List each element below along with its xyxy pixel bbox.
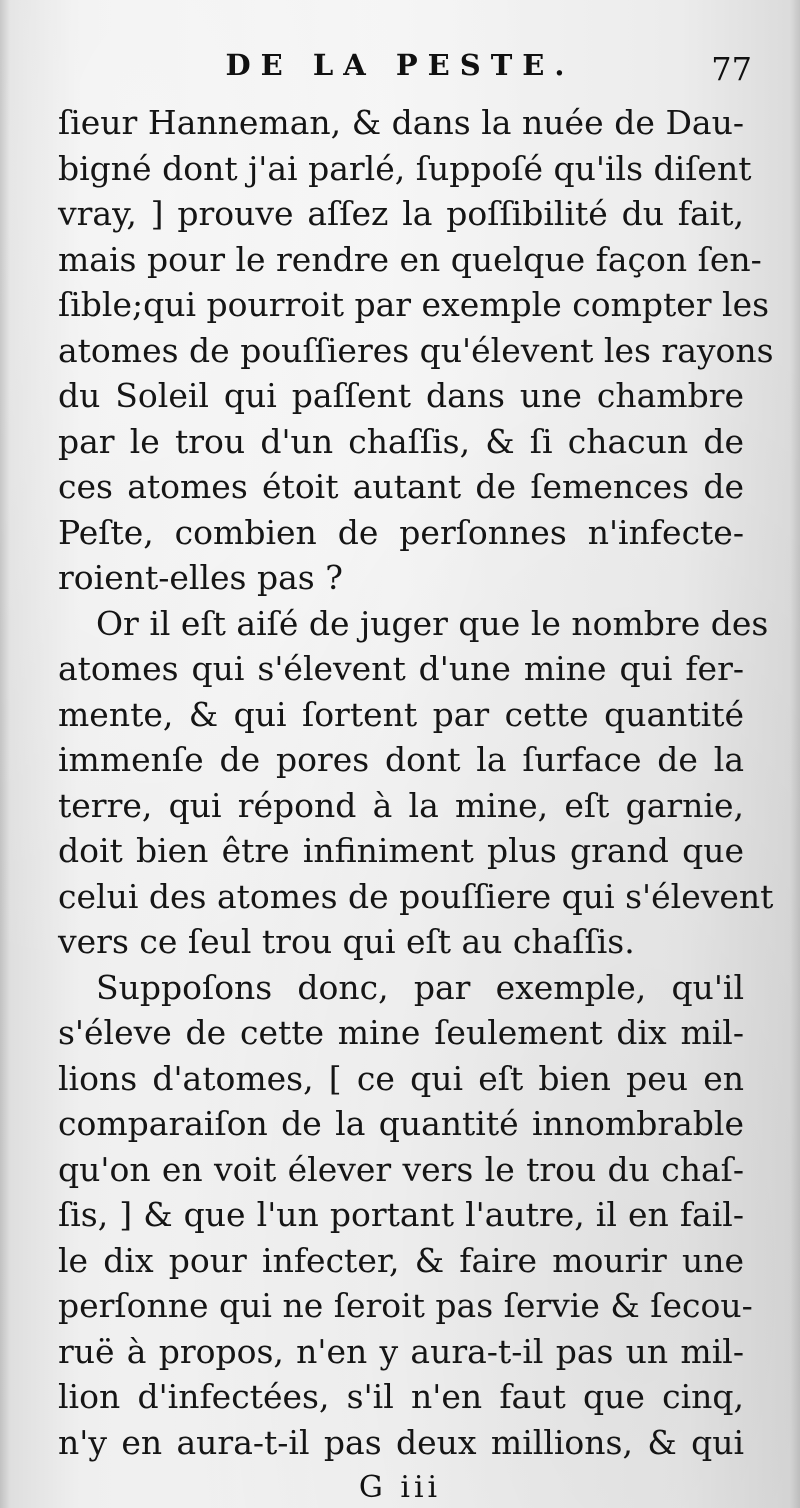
text-line: Suppoſons donc, par exemple, qu'il	[96, 967, 744, 1007]
text-line: Or il eſt aiſé de juger que le nombre des	[96, 603, 769, 643]
text-line: immenſe de pores dont la ſurface de la	[58, 740, 744, 779]
text-line: du Soleil qui paſſent dans une chambre	[58, 376, 744, 415]
signature-mark: G iii	[358, 1470, 442, 1505]
text-line: n'y en aura-t-il pas deux millions, & qui	[58, 1422, 744, 1462]
text-line: ſis, ] & que l'un portant l'autre, il en fail-	[58, 1195, 744, 1234]
text-line: mais pour le rendre en quelque façon ſen-	[58, 239, 762, 279]
text-line: mente, & qui ſortent par cette quantité	[58, 694, 744, 734]
right-page-edge	[790, 0, 800, 1508]
text-line: terre, qui répond à la mine, eſt garnie,	[58, 785, 744, 825]
running-head	[0, 48, 800, 96]
text-line: celui des atomes de pouſſiere qui s'élevent	[58, 876, 774, 916]
text-line: roient-elles pas ?	[58, 558, 343, 597]
text-line: Peſte, combien de perſonnes n'infecte-	[58, 512, 744, 552]
text-line: bigné dont j'ai parlé, ſuppoſé qu'ils diſent	[58, 148, 752, 188]
text-line: doit bien être infiniment plus grand que	[58, 831, 744, 870]
text-line: ſible;qui pourroit par exemple compter les	[58, 285, 770, 324]
paragraph-3	[58, 965, 753, 1466]
text-line: ces atomes étoit autant de ſemences de	[58, 467, 744, 506]
text-line: comparaiſon de la quantité innombrable	[58, 1104, 744, 1143]
text-line: atomes qui s'élevent d'une mine qui fer-	[58, 649, 744, 688]
text-line: le dix pour infecter, & faire mourir une	[58, 1240, 744, 1280]
text-line: vers ce ſeul trou qui eſt au chaſſis.	[58, 922, 635, 961]
text-line: atomes de pouſſieres qu'élevent les rayons	[58, 330, 774, 370]
text-line: vray, ] prouve aſſez la poſſibilité du fait,	[58, 194, 744, 233]
paragraph-2	[58, 601, 774, 965]
left-page-edge	[0, 0, 10, 1508]
running-title: DE LA PESTE.	[225, 48, 575, 82]
text-line: perſonne qui ne ſeroit pas ſervie & ſecou-	[58, 1286, 753, 1325]
page-number: 77	[711, 50, 752, 88]
text-line: lion d'infectées, s'il n'en faut que cinq,	[58, 1377, 744, 1416]
text-line: s'éleve de cette mine ſeulement dix mil-	[58, 1013, 744, 1052]
text-line: ſieur Hanneman, & dans la nuée de Dau-	[58, 103, 744, 142]
text-line: ruë à propos, n'en y aura-t-il pas un mil-	[58, 1331, 744, 1371]
text-line: par le trou d'un chaſſis, & ſi chacun de	[58, 421, 744, 461]
body-text	[58, 100, 774, 1465]
text-line: lions d'atomes, [ ce qui eſt bien peu en	[58, 1058, 744, 1098]
text-line: qu'on en voit élever vers le trou du chaſ-	[58, 1149, 744, 1189]
paragraph-1	[58, 100, 774, 601]
